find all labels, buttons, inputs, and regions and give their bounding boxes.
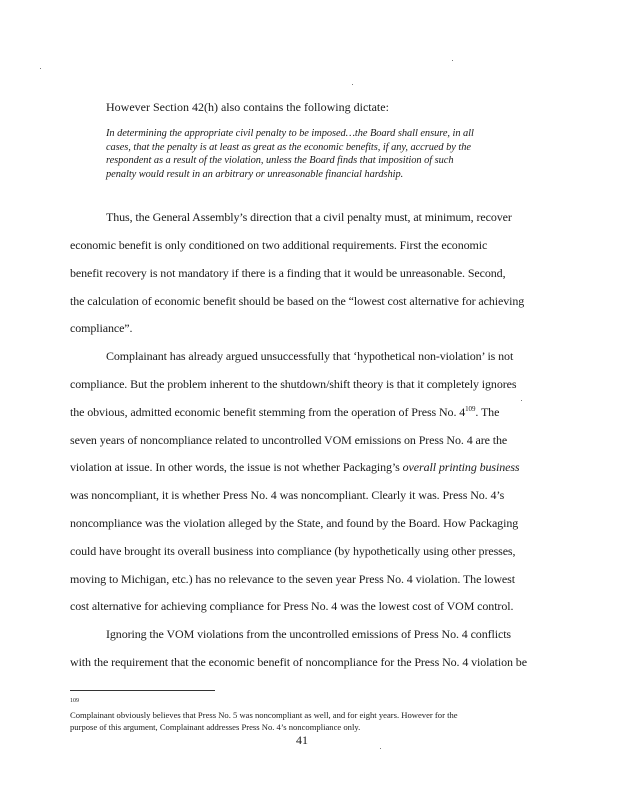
body-line-with-footnote: [70, 405, 499, 420]
footnote: [70, 697, 545, 733]
emphasis-text: overall printing business: [402, 460, 520, 474]
body-line: could have brought its overall business into compliance (by hypothetically using other presses,: [70, 544, 516, 558]
intro-line: However Section 42(h) also contains the following dictate:: [106, 100, 389, 114]
scan-speck: [352, 84, 353, 85]
footnote-text: Complainant obviously believes that Press No. 5 was noncompliant as well, and for eight years. However for the: [70, 710, 458, 720]
body-text: the obvious, admitted economic benefit stemming from the operation of Press No. 4: [70, 405, 466, 419]
body-line: Complainant has already argued unsuccessfully that ‘hypothetical non-violation’ is not: [106, 349, 514, 363]
footnote-line: [70, 697, 545, 721]
body-line: seven years of noncompliance related to uncontrolled VOM emissions on Press No. 4 are the: [70, 433, 508, 447]
footnote-separator: [70, 690, 215, 691]
quote-line: penalty would result in an arbitrary or unreasonable financial hardship.: [106, 168, 404, 180]
body-line: was noncompliant, it is whether Press No. 4 was noncompliant. Clearly it was. Press No. 4’s: [70, 488, 505, 502]
body-line: noncompliance was the violation alleged by the State, and found by the Board. How Packaging: [70, 516, 519, 530]
body-text: violation at issue. In other words, the issue is not whether Packaging’s: [70, 460, 400, 474]
body-line: the calculation of economic benefit should be based on the “lowest cost alternative for achieving: [70, 294, 525, 308]
body-line: Thus, the General Assembly’s direction that a civil penalty must, at minimum, recover: [106, 210, 512, 224]
scan-speck: [380, 748, 381, 749]
scan-speck: [521, 400, 522, 401]
scan-speck: [40, 68, 41, 69]
footnote-reference: 109: [465, 405, 476, 413]
block-quote: [106, 127, 538, 181]
footnote-line: purpose of this argument, Complainant addresses Press No. 4’s noncompliance only.: [70, 722, 361, 732]
body-line-with-emphasis: [70, 460, 520, 475]
body-line: benefit recovery is not mandatory if there is a finding that it would be unreasonable. Second,: [70, 266, 506, 280]
body-line: with the requirement that the economic benefit of noncompliance for the Press No. 4 violation be: [70, 655, 527, 669]
body-line: compliance”.: [70, 321, 133, 335]
body-text: . The: [475, 405, 500, 419]
footnote-number: 109: [70, 698, 79, 705]
page-number: 41: [296, 733, 308, 747]
body-line: compliance. But the problem inherent to the shutdown/shift theory is that it completely ignores: [70, 377, 517, 391]
scan-speck: [452, 60, 453, 61]
body-line: economic benefit is only conditioned on two additional requirements. First the economic: [70, 238, 488, 252]
quote-line: cases, that the penalty is at least as great as the economic benefits, if any, accrued by the: [106, 141, 471, 153]
quote-line: respondent as a result of the violation, unless the Board finds that imposition of such: [106, 155, 454, 166]
body-line: Ignoring the VOM violations from the uncontrolled emissions of Press No. 4 conflicts: [106, 627, 511, 641]
body-line: cost alternative for achieving compliance for Press No. 4 was the lowest cost of VOM control.: [70, 599, 514, 613]
body-line: moving to Michigan, etc.) has no relevance to the seven year Press No. 4 violation. The lowest: [70, 572, 515, 586]
quote-line: In determining the appropriate civil penalty to be imposed…the Board shall ensure, in all: [106, 128, 474, 139]
